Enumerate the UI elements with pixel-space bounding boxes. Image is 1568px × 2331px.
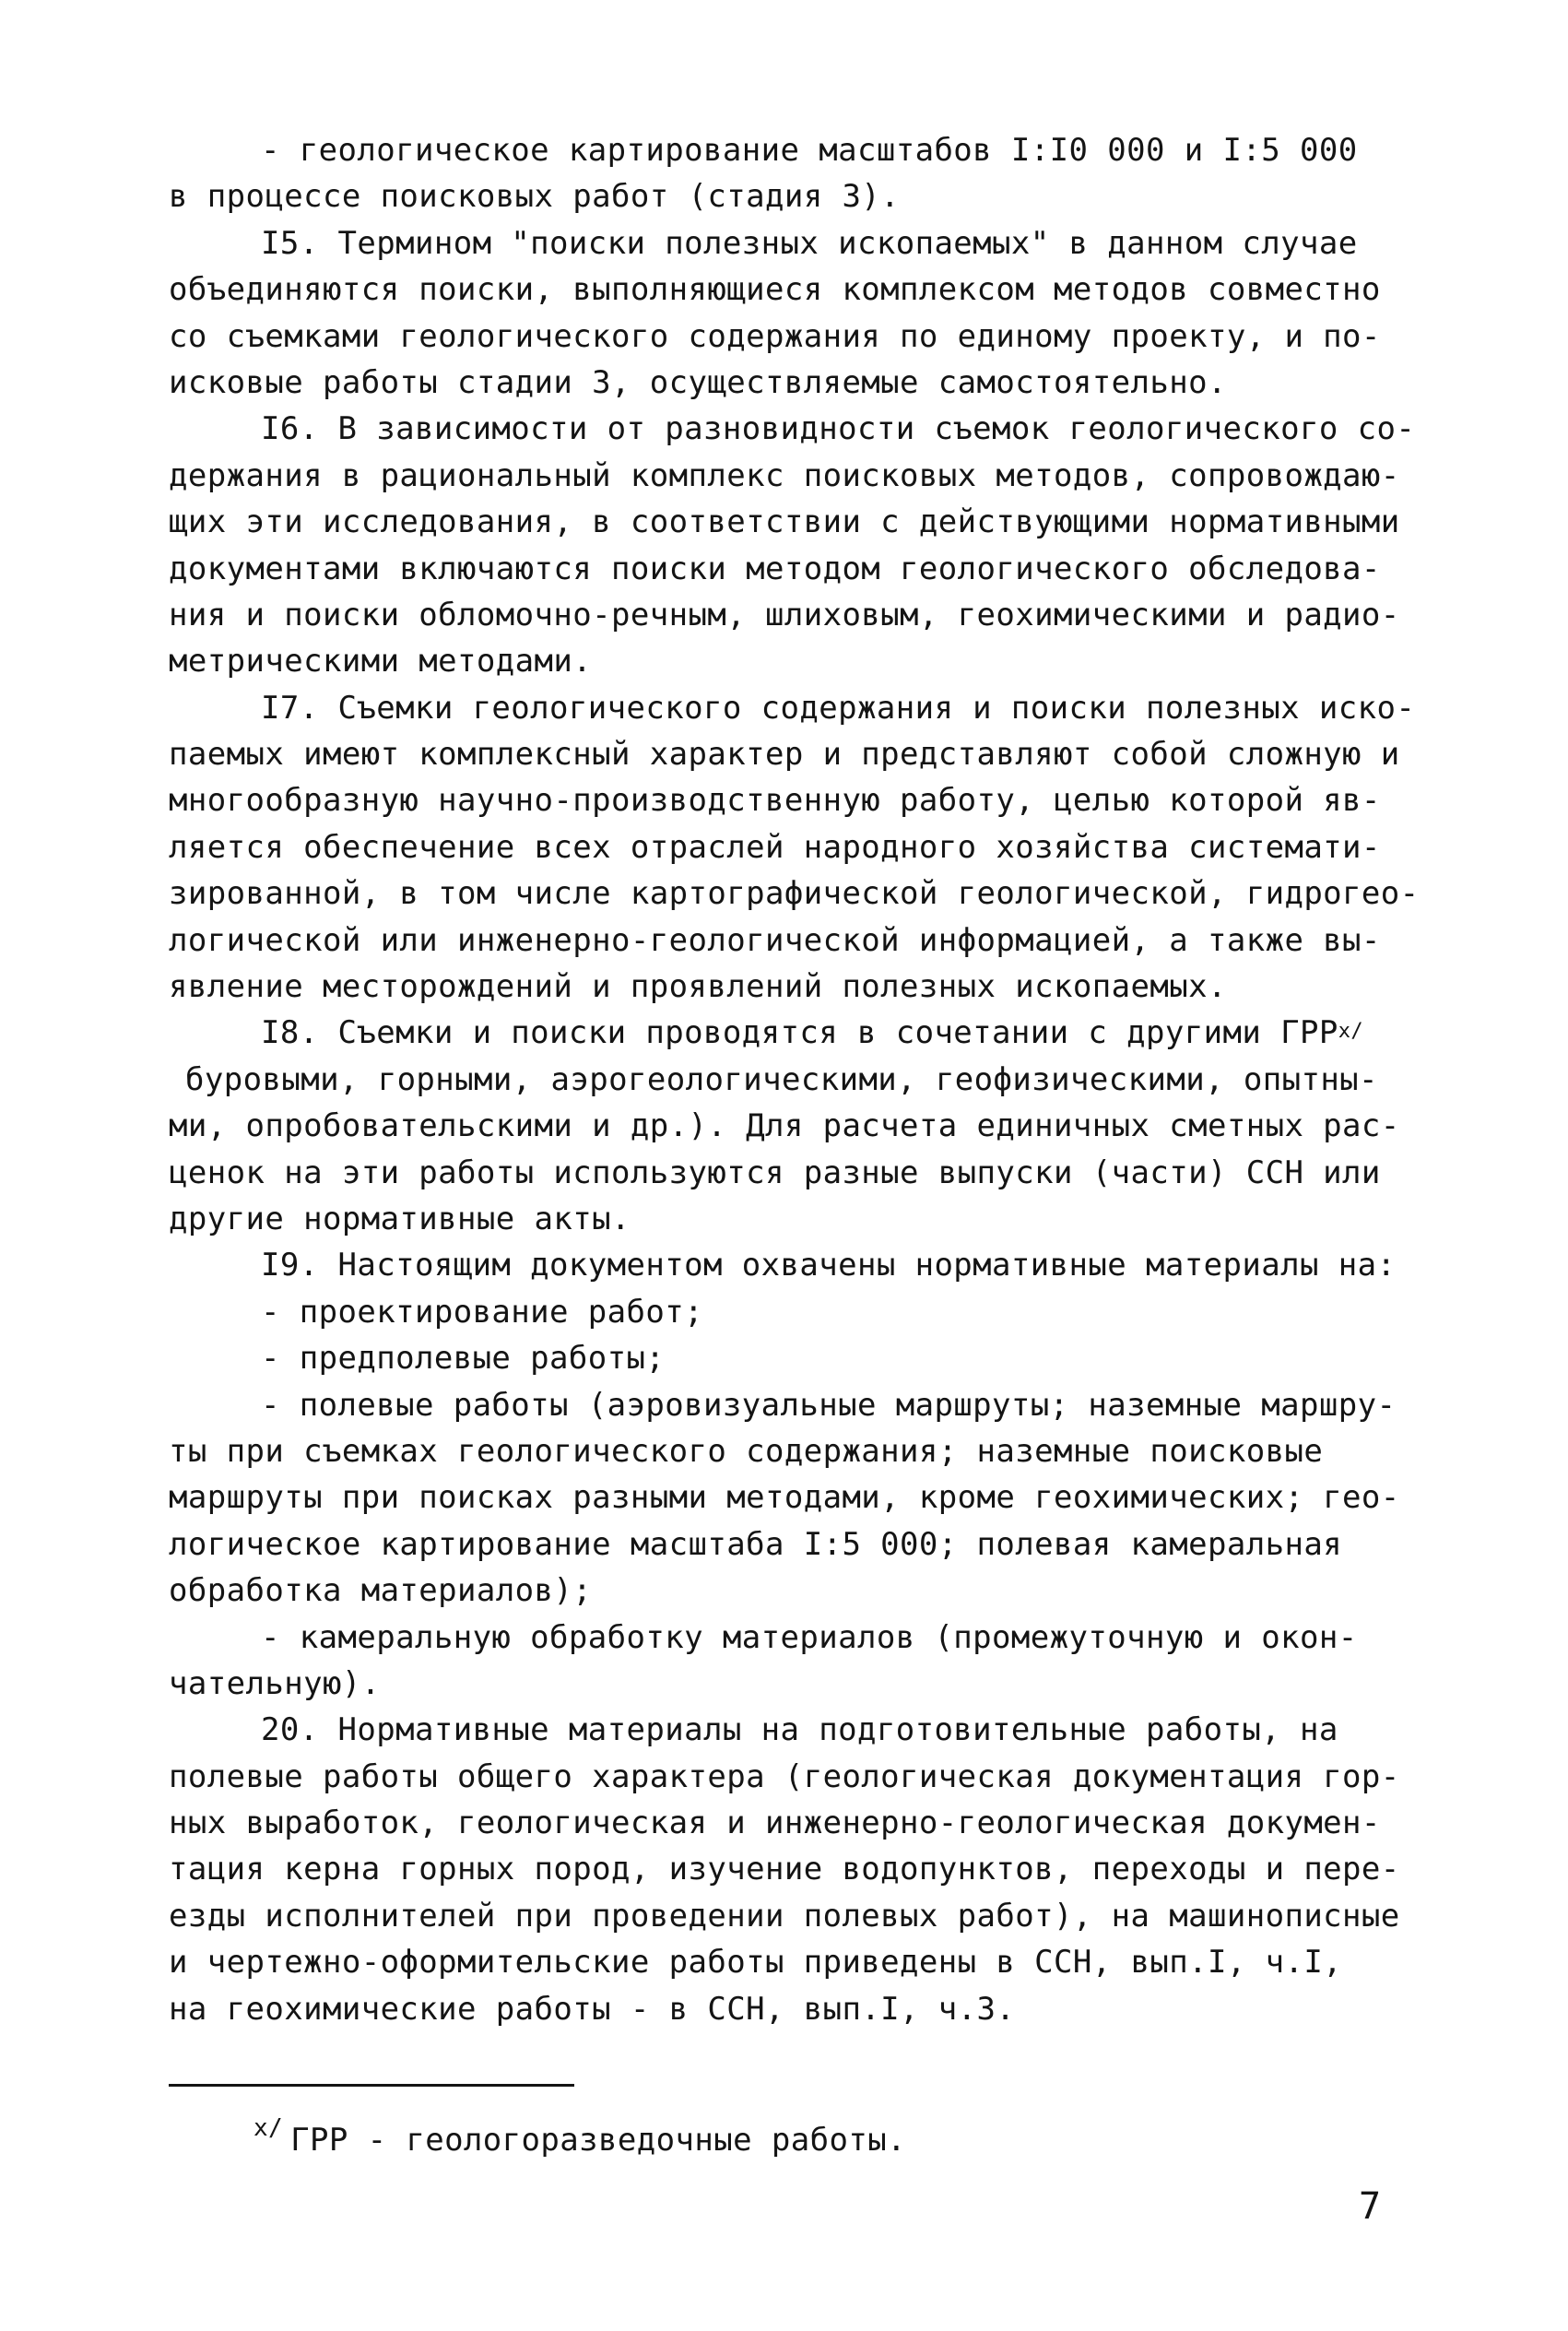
text-line [169, 1057, 1441, 1103]
text-line-content: езды исполнителей при проведении полевых работ), на машинописные [169, 1897, 1400, 1935]
text-line-content: ценок на эти работы используются разные выпуски (части) ССН или [169, 1154, 1381, 1191]
text-line [169, 1335, 1441, 1381]
text-line-content: I9. Настоящим документом охвачены нормативные материалы на: [261, 1247, 1397, 1284]
text-line-content: документами включаются поиски методом геологического обследова- [169, 550, 1381, 587]
footnote-text: ГРР - геологоразведочные работы. [290, 2122, 906, 2159]
text-line-content: - предполевые работы; [261, 1340, 666, 1378]
text-line-content: обработка материалов); [169, 1572, 593, 1610]
body-text [169, 127, 1441, 2032]
text-line-content: I8. Съемки и поиски проводятся в сочетании с другими ГРР [261, 1014, 1338, 1052]
text-line-content: ных выработок, геологическая и инженерно-геологическая докумен- [169, 1804, 1381, 1842]
text-line [169, 1103, 1441, 1149]
text-line-content: I6. В зависимости от разновидности съемок геологического со- [261, 410, 1416, 448]
text-line [169, 917, 1441, 964]
text-line-content: логической или инженерно-геологической информацией, а также вы- [169, 921, 1381, 959]
text-line [169, 1754, 1441, 1800]
text-line-content: явление месторождений и проявлений полезных ископаемых. [169, 968, 1227, 1006]
text-line [169, 127, 1441, 173]
text-line [169, 1428, 1441, 1474]
text-line [169, 870, 1441, 917]
page-number: 7 [1359, 2185, 1382, 2228]
text-line [169, 406, 1441, 452]
text-line [169, 1893, 1441, 1939]
text-line [169, 685, 1441, 731]
text-line-content: I7. Съемки геологического содержания и поиски полезных иско- [261, 689, 1416, 727]
text-line [169, 1939, 1441, 1985]
text-line [169, 964, 1441, 1010]
text-line-content: ми, опробовательскими и др.). Для расчета единичных сметных рас- [169, 1107, 1400, 1145]
text-line-content: - полевые работы (аэровизуальные маршруты; наземные маршру- [261, 1386, 1397, 1424]
text-line-content: держания в рациональный комплекс поисковых методов, сопровождаю- [169, 456, 1400, 494]
footnote-mark: x/ [253, 2114, 284, 2142]
text-line-content: - камеральную обработку материалов (промежуточную и окон- [261, 1618, 1358, 1656]
text-line [169, 1382, 1441, 1428]
text-line-content: тация керна горных пород, изучение водопунктов, переходы и пере- [169, 1851, 1400, 1888]
text-line-content: объединяются поиски, выполняющиеся комплексом методов совместно [169, 271, 1381, 309]
text-line-content: метрическими методами. [169, 643, 593, 680]
text-line-content: паемых имеют комплексный характер и представляют собой сложную и [169, 736, 1400, 774]
text-line-content: другие нормативные акты. [169, 1200, 631, 1237]
text-line-content: - геологическое картирование масштабов I:I0 000 и I:5 000 [261, 132, 1358, 169]
text-line-content: в процессе поисковых работ (стадия 3). [169, 178, 901, 216]
text-line [169, 1568, 1441, 1614]
text-line [169, 546, 1441, 592]
text-line-content: 20. Нормативные материалы на подготовительные работы, на [261, 1711, 1338, 1749]
text-line-content: многообразную научно-производственную работу, целью которой яв- [169, 782, 1381, 820]
text-line-content: чательную). [169, 1664, 381, 1702]
text-line [169, 1474, 1441, 1520]
text-line-content: I5. Термином "поиски полезных ископаемых" в данном случае [261, 224, 1358, 262]
text-line-content: ты при съемках геологического содержания; наземные поисковые [169, 1432, 1324, 1470]
text-line [169, 1010, 1441, 1056]
text-line [169, 453, 1441, 499]
text-line [169, 360, 1441, 406]
text-line-content: и чертежно-оформительские работы приведены в ССН, вып.I, ч.I, [169, 1944, 1343, 1982]
text-line [169, 1242, 1441, 1288]
text-line-content: ния и поиски обломочно-речным, шлиховым, геохимическими и радио- [169, 596, 1400, 633]
text-line-content: маршруты при поисках разными методами, кроме геохимических; гео- [169, 1479, 1400, 1517]
text-line-content: логическое картирование масштаба I:5 000; полевая камеральная [169, 1525, 1343, 1563]
text-line [169, 638, 1441, 684]
text-line [169, 1661, 1441, 1707]
text-line [169, 499, 1441, 545]
text-line-content: полевые работы общего характера (геологическая документация гор- [169, 1757, 1400, 1795]
text-line [169, 1521, 1441, 1568]
text-line-content: щих эти исследования, в соответствии с действующими нормативными [169, 503, 1400, 541]
text-line [169, 1196, 1441, 1242]
text-line [169, 1615, 1441, 1661]
text-line [169, 1986, 1441, 2032]
text-line-content: со съемками геологического содержания по единому проекту, и по- [169, 317, 1381, 355]
text-line-content: буровыми, горными, аэрогеологическими, геофизическими, опытны- [185, 1060, 1378, 1098]
text-line [169, 824, 1441, 870]
text-line [169, 314, 1441, 360]
text-line [169, 1289, 1441, 1335]
text-line [169, 777, 1441, 823]
text-line [169, 173, 1441, 219]
footnote-reference: x/ [1338, 1020, 1364, 1044]
text-line [169, 266, 1441, 313]
text-line-content: - проектирование работ; [261, 1293, 704, 1331]
text-line [169, 1846, 1441, 1892]
text-line [169, 731, 1441, 777]
text-line [169, 220, 1441, 266]
text-line-content: ляется обеспечение всех отраслей народного хозяйства системати- [169, 828, 1381, 866]
text-line [169, 1150, 1441, 1196]
text-line-content: зированной, в том числе картографической геологической, гидрогео- [169, 875, 1420, 913]
text-line [169, 592, 1441, 638]
footnote [253, 2114, 906, 2166]
text-line-content: на геохимические работы - в ССН, вып.I, ч.3. [169, 1990, 1016, 2028]
text-line [169, 1800, 1441, 1846]
text-line [169, 1707, 1441, 1753]
footnote-separator [169, 2084, 574, 2087]
text-line-content: исковые работы стадии 3, осуществляемые самостоятельно. [169, 363, 1227, 401]
